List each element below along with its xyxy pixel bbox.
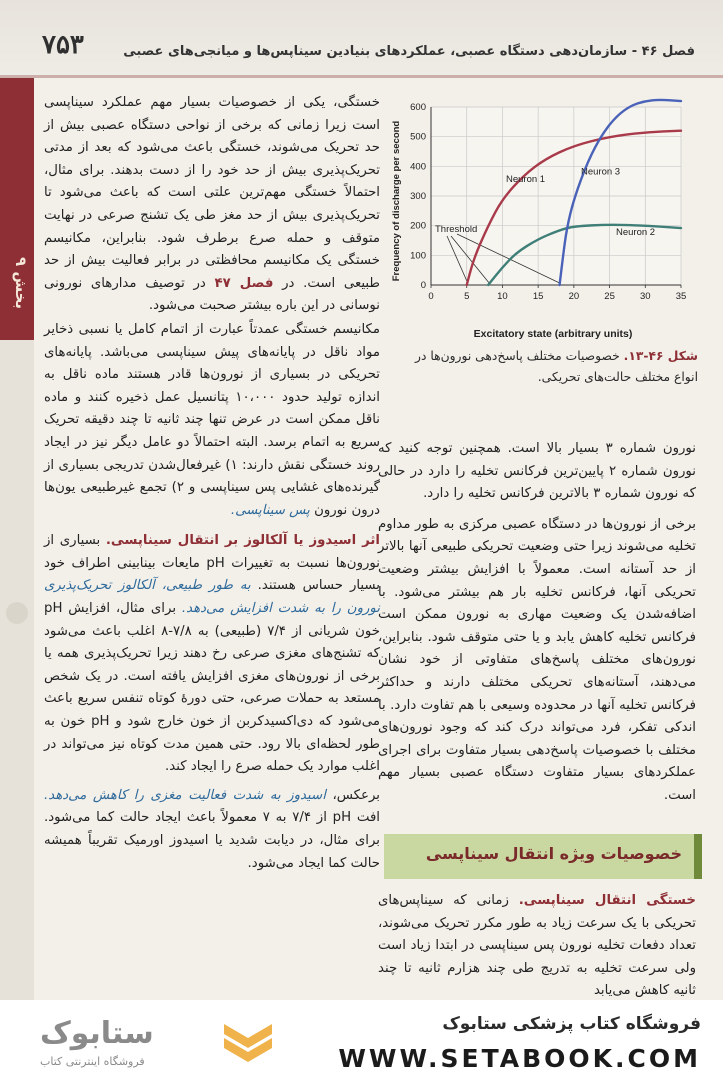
paragraph-text: در توصیف مدارهای نورونی نوسانی در این باره بیشتر صحبت می‌شود. bbox=[44, 275, 380, 314]
y-tick-label: 100 bbox=[410, 250, 426, 262]
figure-caption bbox=[388, 346, 698, 388]
series-label-1: Neuron 1 bbox=[506, 173, 546, 185]
chapter-reference: فصل ۴۷ bbox=[214, 275, 274, 291]
x-tick-label: 5 bbox=[464, 291, 470, 302]
x-tick-label: 25 bbox=[604, 291, 615, 302]
line-chart bbox=[385, 95, 701, 343]
emphasis-text: پس سیناپسی. bbox=[230, 502, 310, 518]
x-tick-label: 35 bbox=[675, 291, 687, 302]
y-tick-label: 200 bbox=[410, 220, 426, 232]
y-tick-label: 600 bbox=[410, 102, 426, 113]
y-tick-label: 0 bbox=[420, 280, 426, 291]
series-label-2: Neuron 2 bbox=[616, 227, 656, 239]
threshold-annotation: Threshold bbox=[435, 224, 478, 235]
shop-name: فروشگاه کتاب پزشکی ستابوک bbox=[442, 1014, 701, 1034]
section-heading-bar bbox=[694, 834, 702, 879]
paragraph: برخی از نورون‌ها در دستگاه عصبی مرکزی به طور مداوم تخلیه می‌شوند زیرا حتی وضعیت تحریکی طبیعی آنها بالاتر از حد آستانه است. معمولاً با افزایش بیشتر وضعیت تحریکی آنها، فرکانس تخلیه بار هم بیشتر می‌شود. با اضافه‌شدن یک وضعیت مهاری به نورون ممکن است فرکانس تخلیه کاهش یابد و یا حتی متوقف شود. بنابراین، نورون‌های مختلف پاسخ‌های متفاوتی از خود نشان می‌دهند، آستانه‌های تحریکی مختلف دارند و حداکثر فرکانس تخلیه آنها در محدوده وسیعی با هم تفاوت دارد. با اندکی تفکر، فرد می‌تواند درک کند که وجود نورون‌های مختلف با خصوصیات پاسخ‌دهی بسیار متفاوت برای اجرای عملکردهای بسیار متفاوت دستگاه عصبی بسیار مهم است. bbox=[378, 516, 696, 803]
section-heading-box bbox=[384, 834, 702, 879]
page-header bbox=[0, 0, 723, 78]
store-logo-subtitle: فروشگاه اینترنتی کتاب bbox=[40, 1055, 145, 1068]
series-label-3: Neuron 3 bbox=[581, 166, 621, 178]
right-text-column bbox=[378, 438, 696, 809]
paragraph bbox=[44, 785, 380, 875]
margin-dot bbox=[6, 602, 28, 624]
paragraph bbox=[44, 92, 380, 318]
figure-chart bbox=[385, 95, 701, 343]
paragraph bbox=[378, 890, 696, 1000]
section-tab bbox=[0, 78, 34, 340]
paragraph bbox=[44, 530, 380, 779]
y-tick-labels bbox=[410, 102, 426, 291]
y-tick-label: 400 bbox=[410, 161, 426, 173]
section-text-column bbox=[378, 890, 696, 1000]
emphasis-text: به طور طبیعی، آلکالوز تحریک‌پذیری نورون را به شدت افزایش می‌دهد. bbox=[44, 578, 380, 617]
paragraph-heading: اثر اسیدوز یا آلکالوز بر انتقال سیناپسی. bbox=[105, 533, 380, 549]
header-divider bbox=[0, 75, 723, 78]
emphasis-text: اسیدوز به شدت فعالیت مغزی را کاهش می‌دهد. bbox=[44, 787, 326, 803]
paragraph: نورون شماره ۳ بسیار بالا است. همچنین توجه کنید که نورون شماره ۲ پایین‌ترین فرکانس تخلیه را دارد در حالی که نورون شماره ۳ بالاترین فرکانس تخلیه را دارد. bbox=[378, 441, 696, 502]
paragraph-text: خستگی، یکی از خصوصیات بسیار مهم عملکرد سیناپسی است زیرا زمانی که برخی از نواحی دستگاه عصبی بیش از حد تحریک می‌شوند، خستگی باعث می‌شود که بعد از مدتی تحریک‌پذیری بیش از حد خود را از دست بدهند. برای مثال، احتمالاً خستگی مهم‌ترین علتی است که باعث می‌شود تا تحریک‌پذیری بیش از حد مغز طی یک تشنج صرعی در نهایت متوقف و حمله صرع برطرف شود. بنابراین، مکانیسم خستگی یک مکانیسم محافظتی در برابر فعالیت بیش از حد طبیعی است. در bbox=[44, 95, 380, 291]
x-tick-labels bbox=[428, 291, 686, 302]
left-text-column bbox=[44, 92, 380, 876]
paragraph-text: برعکس، bbox=[332, 787, 380, 803]
paragraph-text: مکانیسم خستگی عمدتاً عبارت از اتمام کامل یا نسبی ذخایر مواد ناقل در پایانه‌های پیش سیناپسی می‌باشد. پایانه‌های تحریکی در بسیاری از نورون‌ها قادر هستند ماده ناقل به اندازه تولید حدود ۱۰،۰۰۰ پتانسیل عمل ذخیره کنند و ماده ناقل ممکن است در عرض تنها چند ثانیه تا چند دقیقه تحریک سریع به اتمام برسد. البته احتمالاً دو عامل دیگر نیز در ایجاد روند خستگی نقش دارند: ۱) غیرفعال‌شدن تدریجی بسیاری از گیرنده‌های غشایی پس سیناپسی و ۲) تجمع غیرطبیعی یون‌ها درون نورون bbox=[44, 321, 380, 518]
running-title: فصل ۴۶ - سازمان‌دهی دستگاه عصبی، عملکردهای بنیادین سیناپس‌ها و میانجی‌های عصبی bbox=[123, 44, 695, 59]
paragraph-text: افت pH از ۷/۴ به ۷ معمولاً باعث ایجاد حالت کما می‌شود. برای مثال، در دیابت شدید یا اسیدوز اورمیک تقریباً همیشه حالت کما ایجاد می‌شود. bbox=[44, 810, 380, 871]
figure-caption-text: خصوصیات مختلف پاسخ‌دهی نورون‌ها در انواع مختلف حالت‌های تحریکی. bbox=[415, 349, 698, 384]
x-tick-label: 10 bbox=[497, 291, 508, 302]
x-tick-label: 20 bbox=[568, 291, 580, 302]
website-link[interactable]: WWW.SETABOOK.COM bbox=[338, 1044, 701, 1073]
paragraph-heading: خستگی انتقال سیناپسی. bbox=[518, 893, 696, 908]
x-axis-label: Excitatory state (arbitrary units) bbox=[473, 328, 633, 340]
paragraph-text: زمانی که سیناپس‌های تحریکی با یک سرعت زیاد به طور مکرر تحریک می‌شوند، تعداد دفعات تخلیه نورون پس سیناپسی در ابتدا زیاد است ولی سرعت تخلیه به تدریج طی چند هزارم ثانیه تا چند ثانیه کاهش می‌یابد bbox=[378, 893, 696, 999]
page-number: ۷۵۳ bbox=[42, 30, 84, 60]
paragraph-text: بسیاری از نورون‌ها نسبت به تغییرات pH مایعات بینابینی اطراف خود بسیار حساس هستند. bbox=[44, 533, 380, 594]
y-tick-label: 300 bbox=[410, 191, 426, 202]
store-logo-text: ستابوک bbox=[40, 1016, 154, 1051]
section-heading: خصوصیات ویژه انتقال سیناپسی bbox=[425, 844, 682, 863]
x-tick-label: 0 bbox=[428, 291, 434, 302]
x-tick-label: 30 bbox=[639, 291, 651, 302]
book-logo-icon bbox=[222, 1020, 274, 1066]
x-tick-label: 15 bbox=[532, 291, 544, 302]
y-axis-label: Frequency of discharge per second bbox=[391, 120, 402, 282]
figure-caption-label: شکل ۴۶-۱۳. bbox=[623, 349, 698, 363]
sidebar-margin bbox=[0, 340, 34, 1000]
y-tick-label: 500 bbox=[410, 131, 426, 143]
section-tab-label: بخش ۹ bbox=[12, 256, 30, 310]
paragraph bbox=[44, 319, 380, 522]
paragraph-text: برای مثال، افزایش pH خون شریانی از ۷/۴ (طبیعی) به ۷/۸-۸ اغلب باعث می‌شود که تشنج‌های مغزی صرعی رخ دهند زیرا تحریک‌پذیری همه یا برخی از نورون‌های مغزی افزایش یافته است. در یک شخص مستعد به حملات صرعی، حتی دورهٔ کوتاه تنفس سریع باعث می‌شود که دی‌اکسیدکربن از خون خارج شود و pH خون به طور لحظه‌ای بالا رود. حتی همین مدت کوتاه نیز می‌تواند در اغلب موارد یک حمله صرع را ایجاد کند. bbox=[44, 601, 381, 775]
